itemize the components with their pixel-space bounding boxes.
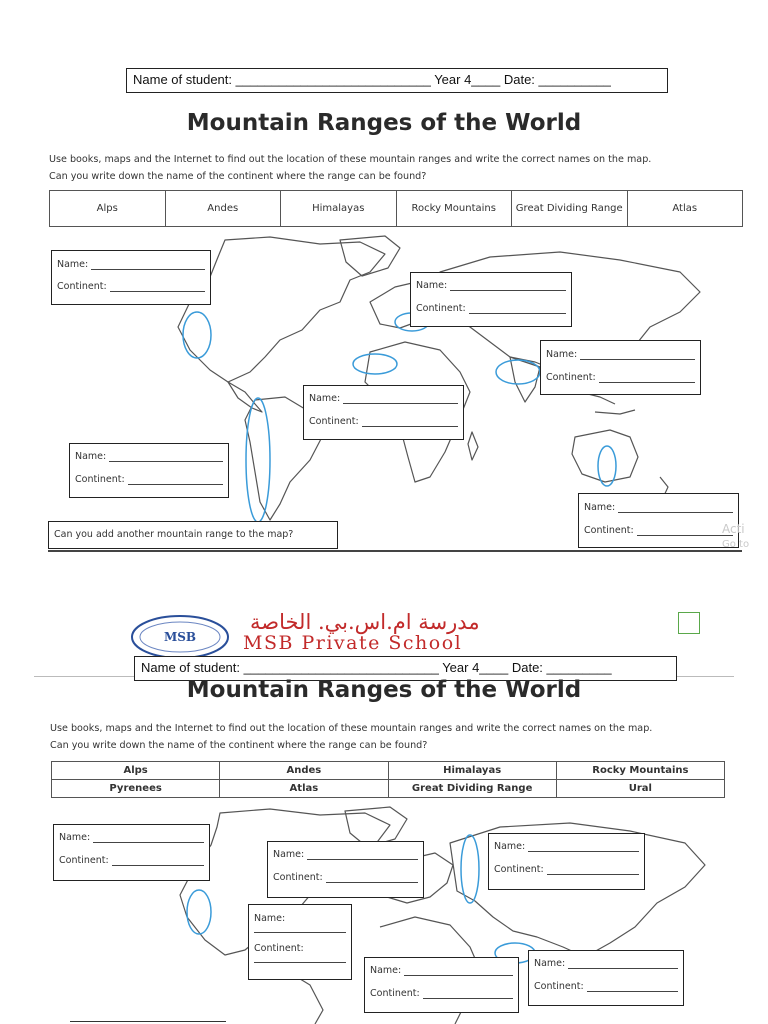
range-cell: Alps	[50, 191, 166, 227]
range-cell: Andes	[220, 762, 388, 780]
label-box[interactable]	[578, 493, 739, 548]
name-blank[interactable]	[93, 833, 204, 843]
name-blank[interactable]	[450, 281, 566, 291]
page-title: Mountain Ranges of the World	[186, 677, 582, 703]
name-label: Name:	[273, 849, 305, 860]
continent-label: Continent:	[57, 281, 107, 292]
name-label: Name:	[57, 259, 89, 270]
school-name-arabic: مدرسة ام.اس.بي. الخاصة	[250, 610, 480, 634]
range-cell: Himalayas	[388, 762, 556, 780]
australia-outline	[572, 430, 638, 482]
range-cell: Great Dividing Range	[512, 191, 628, 227]
range-cell: Andes	[165, 191, 281, 227]
continent-blank[interactable]	[254, 953, 346, 963]
mountain-ranges-table	[49, 190, 743, 227]
central-america-outline	[228, 382, 262, 412]
student-info-line[interactable]: Name of student: ___________________________ Year 4____ Date: _________	[134, 656, 677, 681]
continent-blank[interactable]	[599, 373, 695, 383]
name-blank[interactable]	[528, 842, 639, 852]
name-label: Name:	[546, 349, 578, 360]
continent-blank[interactable]	[110, 282, 205, 292]
name-label: Name:	[534, 958, 566, 969]
label-box[interactable]	[267, 841, 424, 898]
himalayas-circle	[496, 360, 540, 384]
continent-label: Continent:	[370, 988, 420, 999]
continent-blank[interactable]	[587, 982, 678, 992]
great-dividing-range-circle	[598, 446, 616, 486]
name-blank[interactable]	[618, 503, 733, 513]
continent-label: Continent:	[546, 372, 596, 383]
partial-label-line	[70, 1021, 226, 1022]
continent-label: Continent:	[59, 855, 109, 866]
atlas-circle	[353, 354, 397, 374]
label-box[interactable]	[53, 824, 210, 881]
label-box[interactable]	[540, 340, 701, 395]
school-logo	[130, 614, 230, 660]
page-divider	[48, 550, 742, 552]
name-blank[interactable]	[109, 452, 223, 462]
continent-label: Continent:	[75, 474, 125, 485]
andes-circle	[246, 398, 270, 522]
continent-label: Continent:	[494, 864, 544, 875]
name-blank[interactable]	[404, 966, 513, 976]
extra-range-question[interactable]: Can you add another mountain range to the map?	[48, 521, 338, 549]
instruction-line: Use books, maps and the Internet to find out the location of these mountain ranges and write the correct names on the map.	[49, 154, 652, 165]
name-blank[interactable]	[580, 350, 695, 360]
madagascar-outline	[468, 432, 478, 460]
ural-circle	[461, 835, 479, 903]
checkbox-square[interactable]	[678, 612, 700, 634]
school-logo-text: MSB	[163, 630, 197, 644]
label-box[interactable]	[364, 957, 519, 1013]
instructions	[49, 151, 651, 185]
label-box[interactable]	[410, 272, 572, 327]
activation-watermark: Go to	[722, 539, 750, 550]
continent-blank[interactable]	[362, 417, 458, 427]
range-cell: Rocky Mountains	[396, 191, 512, 227]
name-label: Name:	[75, 451, 107, 462]
range-cell: Himalayas	[281, 191, 397, 227]
name-blank[interactable]	[307, 850, 418, 860]
name-label: Name:	[416, 280, 448, 291]
continent-label: Continent:	[584, 525, 634, 536]
continent-blank[interactable]	[547, 865, 639, 875]
range-cell: Atlas	[220, 780, 388, 798]
continent-label: Continent:	[273, 872, 323, 883]
label-box[interactable]	[51, 250, 211, 305]
continent-blank[interactable]	[637, 526, 733, 536]
page-title: Mountain Ranges of the World	[186, 110, 582, 136]
name-label: Name:	[494, 841, 526, 852]
name-blank[interactable]	[343, 394, 458, 404]
label-box[interactable]	[303, 385, 464, 440]
label-box[interactable]	[248, 904, 352, 980]
label-box[interactable]	[488, 833, 645, 890]
continent-label: Continent:	[254, 943, 304, 954]
rocky-mountains-circle	[183, 312, 211, 358]
range-cell: Great Dividing Range	[388, 780, 556, 798]
name-blank[interactable]	[254, 923, 346, 933]
range-cell: Ural	[556, 780, 724, 798]
continent-blank[interactable]	[128, 475, 223, 485]
name-label: Name:	[309, 393, 341, 404]
range-cell: Rocky Mountains	[556, 762, 724, 780]
instruction-line: Use books, maps and the Internet to find out the location of these mountain ranges and write the correct names on the map.	[50, 723, 653, 734]
activation-watermark: Acti	[722, 522, 745, 536]
rocky-mountains-circle	[187, 890, 211, 934]
continent-label: Continent:	[416, 303, 466, 314]
school-name-english: MSB Private School	[243, 632, 463, 654]
continent-blank[interactable]	[112, 856, 204, 866]
name-blank[interactable]	[91, 260, 205, 270]
continent-blank[interactable]	[326, 873, 418, 883]
continent-blank[interactable]	[423, 989, 513, 999]
name-label: Name:	[59, 832, 91, 843]
continent-label: Continent:	[534, 981, 584, 992]
instruction-line: Can you write down the name of the continent where the range can be found?	[49, 171, 427, 182]
name-label: Name:	[254, 913, 286, 924]
islands-outline	[580, 392, 635, 414]
name-label: Name:	[370, 965, 402, 976]
student-info-line[interactable]: Name of student: ___________________________ Year 4____ Date: __________	[126, 68, 668, 93]
range-cell: Pyrenees	[52, 780, 220, 798]
name-label: Name:	[584, 502, 616, 513]
instructions	[50, 720, 652, 754]
range-cell: Atlas	[627, 191, 743, 227]
instruction-line: Can you write down the name of the continent where the range can be found?	[50, 740, 428, 751]
continent-label: Continent:	[309, 416, 359, 427]
name-blank[interactable]	[568, 959, 678, 969]
label-box[interactable]	[69, 443, 229, 498]
continent-blank[interactable]	[469, 304, 566, 314]
range-cell: Alps	[52, 762, 220, 780]
mountain-ranges-table	[51, 761, 725, 798]
label-box[interactable]	[528, 950, 684, 1006]
